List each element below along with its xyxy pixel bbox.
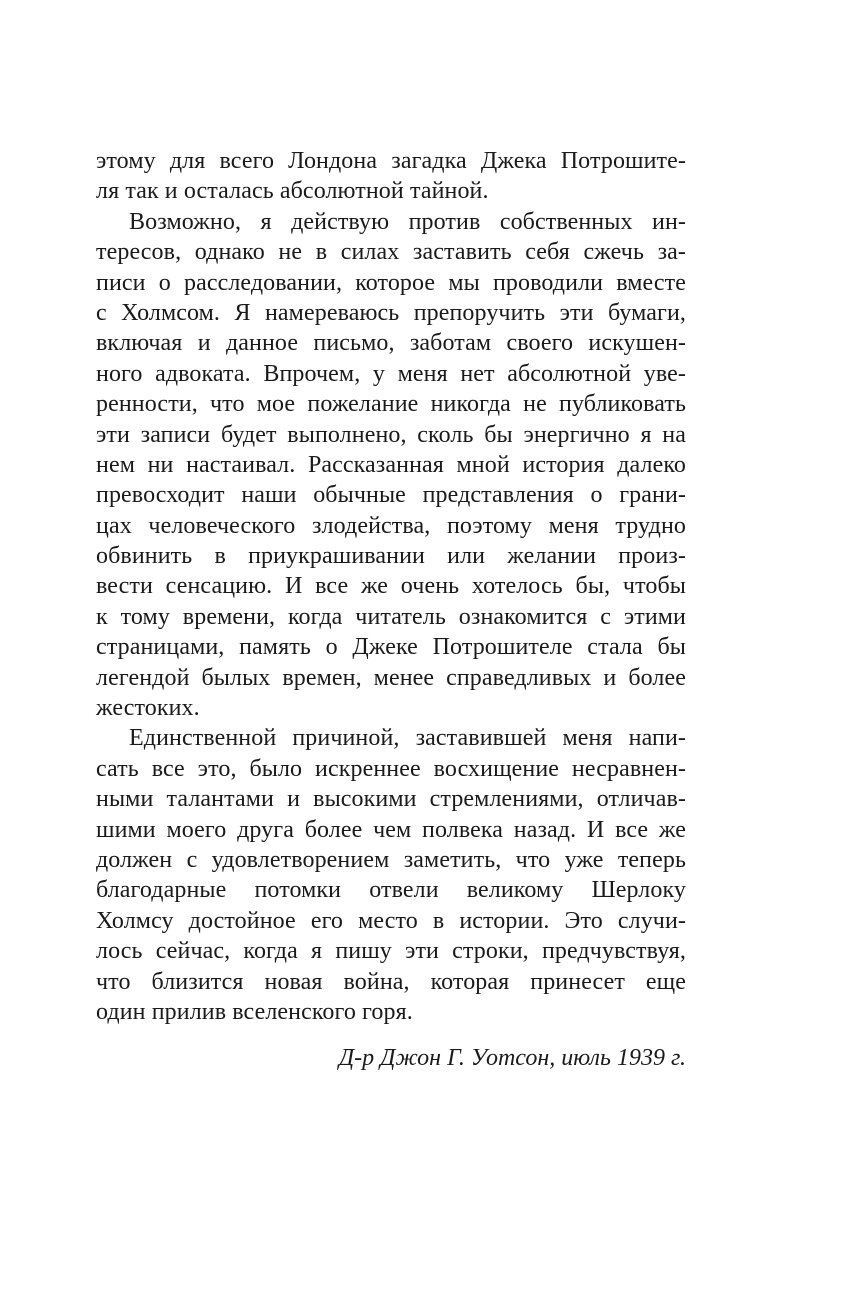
text-line: эти записи будет выполнено, сколь бы энергично я на [96,421,686,448]
paragraph [96,207,686,724]
text-line: должен с удовлетворением заметить, что уже теперь [96,846,686,873]
page-body [96,146,686,1027]
text-line: превосходит наши обычные представления о грани- [96,482,686,509]
text-line: обвинить в приукрашивании или желании произ- [96,543,686,570]
text-line: с Холмсом. Я намереваюсь препоручить эти бумаги, [96,299,686,326]
text-line: жестоких. [96,695,200,722]
paragraph [96,146,686,207]
text-line: благодарные потомки отвели великому Шерлоку [96,877,686,904]
text-line: Единственной причиной, заставившей меня напи- [129,725,686,752]
paragraph [96,723,686,1027]
text-line: включая и данное письмо, заботам своего искушен- [96,330,686,357]
text-line: Возможно, я действую против собственных ин- [129,208,686,235]
text-line: сать все это, было искреннее восхищение несравнен- [96,755,686,782]
text-line: нем ни настаивал. Рассказанная мной история далеко [96,451,686,478]
text-line: легендой былых времен, менее справедливых и более [96,664,686,691]
text-line: ного адвоката. Впрочем, у меня нет абсолютной уве- [96,360,686,387]
text-line: что близится новая война, которая принесет еще [96,968,686,995]
text-line: шими моего друга более чем полвека назад. И все же [96,816,686,843]
signature: Д-р Джон Г. Уотсон, июль 1939 г. [338,1045,686,1071]
text-line: тересов, однако не в силах заставить себя сжечь за- [96,239,686,266]
text-line: вести сенсацию. И все же очень хотелось бы, чтобы [96,573,686,600]
text-line: страницами, память о Джеке Потрошителе стала бы [96,634,686,661]
text-line: ренности, что мое пожелание никогда не публиковать [96,391,686,418]
text-line: лось сейчас, когда я пишу эти строки, предчувствуя, [96,938,686,965]
text-line: ными талантами и высокими стремлениями, отличав- [96,786,686,813]
text-line: один прилив вселенского горя. [96,998,413,1025]
text-line: к тому времени, когда читатель ознакомится с этими [96,603,686,630]
text-line: цах человеческого злодейства, поэтому меня трудно [96,512,686,539]
text-line: этому для всего Лондона загадка Джека Потрошите- [96,148,686,174]
text-line: Холмсу достойное его место в истории. Это случи- [96,907,686,934]
text-line: ля так и осталась абсолютной тайной. [96,178,489,205]
text-line: писи о расследовании, которое мы проводили вместе [96,269,686,296]
